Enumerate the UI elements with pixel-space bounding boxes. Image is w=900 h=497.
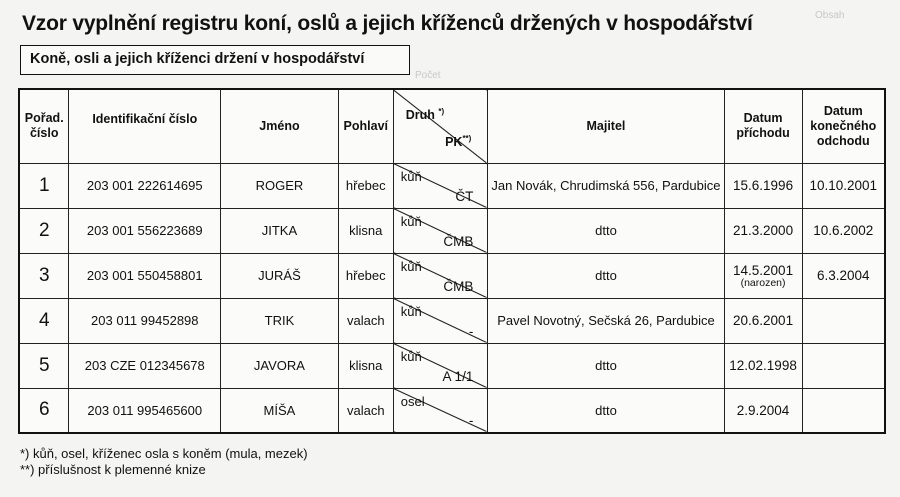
cell-druh: kůň (400, 168, 422, 184)
cell-datum-prichodu: 21.3.2000 (724, 208, 802, 253)
cell-identifikacni-cislo: 203 011 995465600 (69, 388, 221, 433)
cell-identifikacni-cislo: 203 CZE 012345678 (69, 343, 221, 388)
cell-identifikacni-cislo: 203 001 556223689 (69, 208, 221, 253)
cell-datum-odchodu (802, 388, 885, 433)
cell-jmeno: TRIK (221, 298, 339, 343)
cell-identifikacni-cislo: 203 001 222614695 (69, 163, 221, 208)
cell-pohlavi: klisna (338, 208, 393, 253)
cell-druh: kůň (400, 213, 422, 229)
cell-datum-odchodu: 10.6.2002 (802, 208, 885, 253)
cell-poradove-cislo: 1 (19, 163, 69, 208)
bleed-through-text: Počet (415, 70, 441, 81)
cell-druh-pk (393, 343, 488, 388)
cell-jmeno: JITKA (221, 208, 339, 253)
cell-datum-prichodu: 15.6.1996 (724, 163, 802, 208)
cell-poradove-cislo: 3 (19, 253, 69, 298)
cell-pohlavi: klisna (338, 343, 393, 388)
cell-poradove-cislo: 6 (19, 388, 69, 433)
cell-datum-odchodu (802, 298, 885, 343)
cell-pohlavi: hřebec (338, 253, 393, 298)
page-title: Vzor vyplnění registru koní, oslů a jejich kříženců držených v hospodářství (22, 12, 753, 35)
footnote-druh: *) kůň, osel, kříženec osla s koněm (mula, mezek) (20, 446, 308, 461)
cell-majitel: dtto (488, 208, 724, 253)
cell-identifikacni-cislo: 203 001 550458801 (69, 253, 221, 298)
cell-druh-pk (393, 388, 488, 433)
header-datum-prichodu: Datum příchodu (724, 89, 802, 163)
cell-pk: A 1/1 (442, 368, 474, 384)
cell-datum-odchodu (802, 343, 885, 388)
cell-poradove-cislo: 5 (19, 343, 69, 388)
table-row (19, 163, 885, 208)
cell-majitel: Jan Novák, Chrudimská 556, Pardubice (488, 163, 724, 208)
cell-druh-pk (393, 208, 488, 253)
cell-druh: osel (400, 393, 425, 409)
cell-pohlavi: valach (338, 298, 393, 343)
cell-datum-odchodu: 10.10.2001 (802, 163, 885, 208)
header-identifikacni-cislo: Identifikační číslo (69, 89, 221, 163)
cell-jmeno: JURÁŠ (221, 253, 339, 298)
cell-pohlavi: valach (338, 388, 393, 433)
table-row (19, 208, 885, 253)
table-row (19, 388, 885, 433)
cell-majitel: dtto (488, 253, 724, 298)
cell-identifikacni-cislo: 203 011 99452898 (69, 298, 221, 343)
cell-datum-prichodu: 12.02.1998 (724, 343, 802, 388)
cell-druh: kůň (400, 258, 422, 274)
cell-pk: - (468, 413, 474, 428)
header-jmeno: Jméno (221, 89, 339, 163)
header-pohlavi: Pohlaví (338, 89, 393, 163)
cell-druh-pk (393, 253, 488, 298)
cell-pohlavi: hřebec (338, 163, 393, 208)
table-row (19, 343, 885, 388)
cell-pk: ČMB (443, 233, 474, 249)
cell-datum-prichodu: 14.5.2001 (narozen) (724, 253, 802, 298)
cell-druh: kůň (400, 348, 422, 364)
table-row (19, 298, 885, 343)
cell-poradove-cislo: 2 (19, 208, 69, 253)
cell-jmeno: MÍŠA (221, 388, 339, 433)
footnote-pk: **) příslušnost k plemenné knize (20, 462, 206, 477)
cell-pk: - (468, 323, 474, 339)
cell-pk: ČT (455, 188, 474, 204)
cell-datum-odchodu: 6.3.2004 (802, 253, 885, 298)
cell-druh-pk (393, 163, 488, 208)
table-header-row (19, 89, 885, 163)
bleed-through-text: Obsah (815, 10, 845, 21)
cell-poradove-cislo: 4 (19, 298, 69, 343)
section-subtitle: Koně, osli a jejich kříženci držení v hospodářství (20, 45, 410, 75)
header-druh-pk: Druh *) PK**) (393, 89, 488, 163)
cell-jmeno: JAVORA (221, 343, 339, 388)
cell-majitel: dtto (488, 388, 724, 433)
cell-pk: ČMB (443, 278, 474, 294)
horse-register-table (18, 88, 886, 434)
header-poradove-cislo: Pořad. číslo (19, 89, 69, 163)
cell-datum-prichodu: 20.6.2001 (724, 298, 802, 343)
cell-prichod-note: (narozen) (740, 276, 786, 289)
table-row (19, 253, 885, 298)
cell-majitel: Pavel Novotný, Sečská 26, Pardubice (488, 298, 724, 343)
cell-druh: kůň (400, 303, 422, 319)
cell-majitel: dtto (488, 343, 724, 388)
header-majitel: Majitel (488, 89, 724, 163)
cell-jmeno: ROGER (221, 163, 339, 208)
cell-datum-prichodu: 2.9.2004 (724, 388, 802, 433)
header-datum-odchodu: Datum konečného odchodu (802, 89, 885, 163)
cell-druh-pk (393, 298, 488, 343)
